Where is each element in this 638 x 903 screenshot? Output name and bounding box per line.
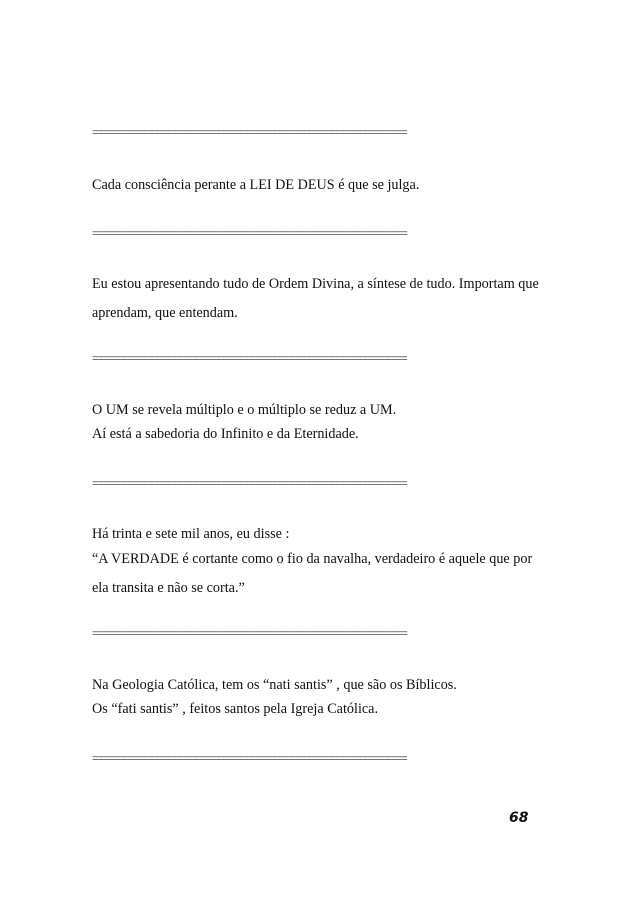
paragraph-4-line-2: “A VERDADE é cortante como o fio da navalha, verdadeiro é aquele que por [92, 551, 533, 567]
separator-line: ======================================================== [92, 351, 407, 365]
separator-line: ======================================================== [92, 125, 407, 139]
paragraph-5-line-2: Os “fati santis” , feitos santos pela Igreja Católica. [92, 701, 379, 717]
separator-line: ======================================================== [92, 626, 407, 640]
page-number: 68 [509, 810, 529, 826]
paragraph-2-line-2: aprendam, que entendam. [92, 305, 238, 321]
separator-line: ======================================================== [92, 226, 407, 240]
separator-line: ======================================================== [92, 476, 407, 490]
paragraph-4-line-3: ela transita e não se corta.” [92, 580, 245, 596]
paragraph-4-line-1: Há trinta e sete mil anos, eu disse : [92, 526, 290, 542]
separator-line: ======================================================== [92, 751, 407, 765]
paragraph-3-line-1: O UM se revela múltiplo e o múltiplo se reduz a UM. [92, 402, 397, 418]
paragraph-2-line-1: Eu estou apresentando tudo de Ordem Divina, a síntese de tudo. Importam que [92, 276, 539, 292]
paragraph-5-line-1: Na Geologia Católica, tem os “nati santis” , que são os Bíblicos. [92, 677, 457, 693]
paragraph-3-line-2: Aí está a sabedoria do Infinito e da Eternidade. [92, 426, 359, 442]
paragraph-1-line-1: Cada consciência perante a LEI DE DEUS é que se julga. [92, 177, 420, 193]
